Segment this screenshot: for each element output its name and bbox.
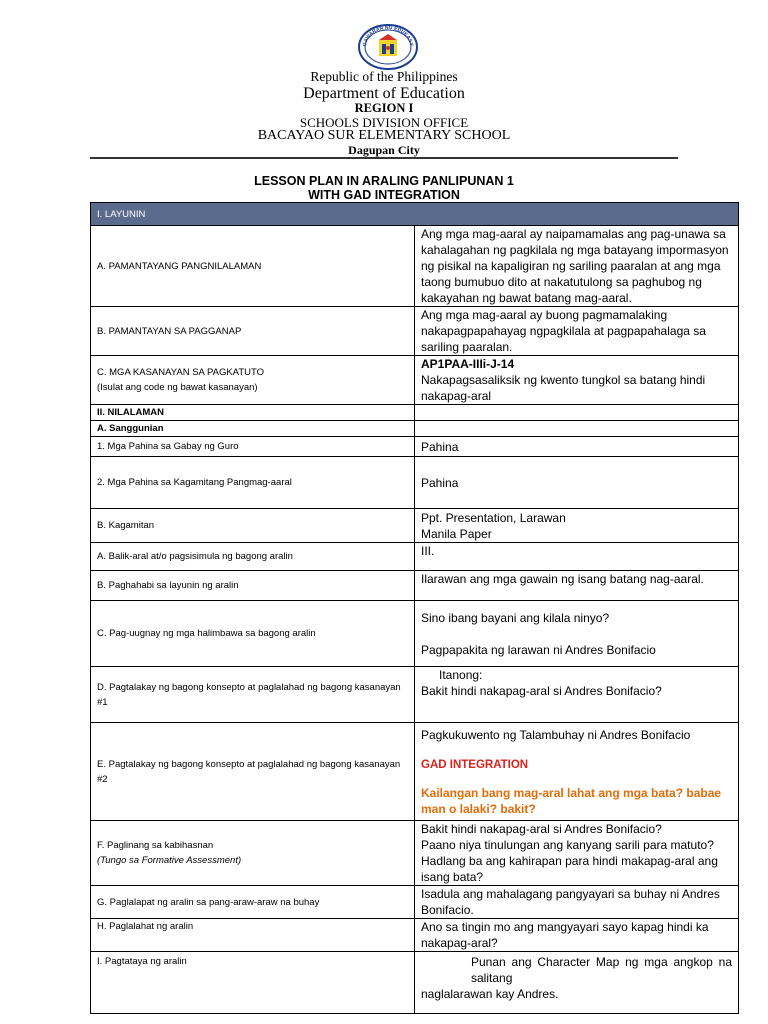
row-value-kasanayan <box>415 356 739 405</box>
row-value-pagtataya <box>415 952 739 1014</box>
table-row <box>91 952 739 1014</box>
table-row <box>91 886 739 919</box>
table-row <box>91 919 739 952</box>
paglinang-label-main: F. Paglinang sa kabihasnan <box>97 840 214 851</box>
table-row <box>91 226 739 307</box>
pag-uugnay-question: Sino ibang bayani ang kilala ninyo? <box>421 610 610 625</box>
table-row <box>91 821 739 886</box>
row-value-paglinang <box>415 821 739 886</box>
row-value-kagamitan <box>415 509 739 543</box>
table-row <box>91 405 739 421</box>
pagtataya-instruction: Punan ang Character Map ng mga angkop na salitang <box>471 955 732 985</box>
paglinang-question: Hadlang ba ang kahirapan para hindi makapag-aral ang isang bata? <box>421 854 718 884</box>
table-row <box>91 571 739 601</box>
spacer <box>421 626 732 642</box>
row-label-paglalapat: G. Paglalapat ng aralin sa pang-araw-araw na buhay <box>91 886 415 919</box>
spacer <box>421 773 732 785</box>
deped-seal-logo <box>357 24 419 70</box>
table-row <box>91 307 739 356</box>
row-value-kagamitang-pangmag-aaral: Pahina <box>415 457 739 509</box>
paglinang-question: Bakit hindi nakapag-aral si Andres Bonifacio? <box>421 822 662 836</box>
city-line: Dagupan City <box>348 143 420 157</box>
row-label-balik-aral: A. Balik-aral at/o pagsisimula ng bagong aralin <box>91 543 415 571</box>
row-label-sanggunian: A. Sanggunian <box>91 421 415 437</box>
kagamitan-item: Manila Paper <box>421 526 492 541</box>
row-value-balik-aral: III. <box>415 543 739 571</box>
row-label-kagamitan: B. Kagamitan <box>91 509 415 543</box>
row-label-pagtataya: I. Pagtataya ng aralin <box>91 952 415 1014</box>
row-label-kasanayan <box>91 356 415 405</box>
row-label-nilalaman: II. NILALAMAN <box>91 405 415 421</box>
pagtataya-instruction-cont: naglalarawan kay Andres. <box>421 987 559 1001</box>
division-line: SCHOOLS DIVISION OFFICE <box>299 115 469 130</box>
kagamitan-item: Ppt. Presentation, Larawan <box>421 510 566 525</box>
section-header-layunin: I. LAYUNIN <box>91 203 739 226</box>
row-label-kagamitang-pangmag-aaral: 2. Mga Pahina sa Kagamitang Pangmag-aaral <box>91 457 415 509</box>
table-row <box>91 723 739 821</box>
header-divider <box>90 157 678 159</box>
row-value-pagtalakay-2 <box>415 723 739 821</box>
competency-code: AP1PAA-IIIi-J-14 <box>421 357 515 371</box>
lesson-plan-title: LESSON PLAN IN ARALING PANLIPUNAN 1 <box>254 174 514 188</box>
row-label-pamantayang-pangnilalaman: A. PAMANTAYANG PANGNILALAMAN <box>91 226 415 307</box>
row-label-paghahabi: B. Paghahabi sa layunin ng aralin <box>91 571 415 601</box>
talambuhay-activity: Pagkukuwento ng Talambuhay ni Andres Bonifacio <box>421 728 691 742</box>
row-value-pag-uugnay <box>415 601 739 667</box>
school-line: BACAYAO SUR ELEMENTARY SCHOOL <box>257 128 511 143</box>
section-row-layunin <box>91 203 739 226</box>
table-row <box>91 601 739 667</box>
lesson-plan-subtitle: WITH GAD INTEGRATION <box>308 188 460 202</box>
spacer <box>421 743 732 757</box>
row-label-gabay-ng-guro: 1. Mga Pahina sa Gabay ng Guro <box>91 437 415 457</box>
republic-line: Republic of the Philippines <box>310 69 458 84</box>
row-value-paghahabi: Ilarawan ang mga gawain ng isang batang nag-aaral. <box>415 571 739 601</box>
row-value-paglalahat: Ano sa tingin mo ang mangyayari sayo kapag hindi ka nakapag-aral? <box>415 919 739 952</box>
row-label-pamantayan-sa-pagganap: B. PAMANTAYAN SA PAGGANAP <box>91 307 415 356</box>
row-label-paglalahat: H. Paglalahat ng aralin <box>91 919 415 952</box>
row-value-pagtalakay-1 <box>415 667 739 723</box>
region-line: REGION I <box>354 101 414 115</box>
row-label-pag-uugnay: C. Pag-uugnay ng mga halimbawa sa bagong aralin <box>91 601 415 667</box>
svg-text:KAGAWARAN NG EDUKASYON: GAWARAN NG EDUKASY <box>361 24 415 47</box>
row-value-empty <box>415 421 739 437</box>
table-row <box>91 543 739 571</box>
table-row <box>91 457 739 509</box>
competency-description: Nakapagsasaliksik ng kwento tungkol sa batang hindi nakapag-aral <box>421 373 706 403</box>
itanong-label: Itanong: <box>439 668 483 682</box>
table-row <box>91 509 739 543</box>
paglinang-question: Paano niya tinulungan ang kanyang sarili para matuto? <box>421 838 714 852</box>
kasanayan-label-main: C. MGA KASANAYAN SA PAGKATUTO <box>97 367 264 378</box>
row-label-pagtalakay-2: E. Pagtalakay ng bagong konsepto at paglalahad ng bagong kasanayan #2 <box>91 723 415 821</box>
department-line: Department of Education <box>303 85 465 102</box>
gad-question: Kailangan bang mag-aral lahat ang mga bata? babae man o lalaki? bakit? <box>421 786 722 816</box>
row-label-paglinang <box>91 821 415 886</box>
pag-uugnay-activity: Pagpapakita ng larawan ni Andres Bonifacio <box>421 642 656 657</box>
paglinang-label-note: (Tungo sa Formative Assessment) <box>97 855 242 866</box>
table-row <box>91 356 739 405</box>
gad-integration-heading: GAD INTEGRATION <box>421 759 529 771</box>
table-row <box>91 421 739 437</box>
itanong-question: Bakit hindi nakapag-aral si Andres Bonifacio? <box>421 684 662 698</box>
table-row <box>91 437 739 457</box>
kasanayan-label-note: (Isulat ang code ng bawat kasanayan) <box>97 382 258 393</box>
lesson-plan-table <box>90 202 739 1014</box>
row-value-gabay-ng-guro: Pahina <box>415 437 739 457</box>
row-label-pagtalakay-1: D. Pagtalakay ng bagong konsepto at paglalahad ng bagong kasanayan #1 <box>91 667 415 723</box>
table-row <box>91 667 739 723</box>
row-value-empty <box>415 405 739 421</box>
row-value-pamantayan-sa-pagganap: Ang mga mag-aaral ay buong pagmamalaking nakapagpapahayag ngpagkilala at pagpapahalaga sa sariling paaralan. <box>415 307 739 356</box>
row-value-paglalapat: Isadula ang mahalagang pangyayari sa buhay ni Andres Bonifacio. <box>415 886 739 919</box>
row-value-pamantayang-pangnilalaman: Ang mga mag-aaral ay naipamamalas ang pag-unawa sa kahalagahan ng pagkilala ng mga batayang impormasyon ng pisikal na kapaligiran ng sariling paaralan at ang mga taong bumubuo dito at nakatutulong sa paghubog ng kakayahan ng bawat batang mag-aaral. <box>415 226 739 307</box>
